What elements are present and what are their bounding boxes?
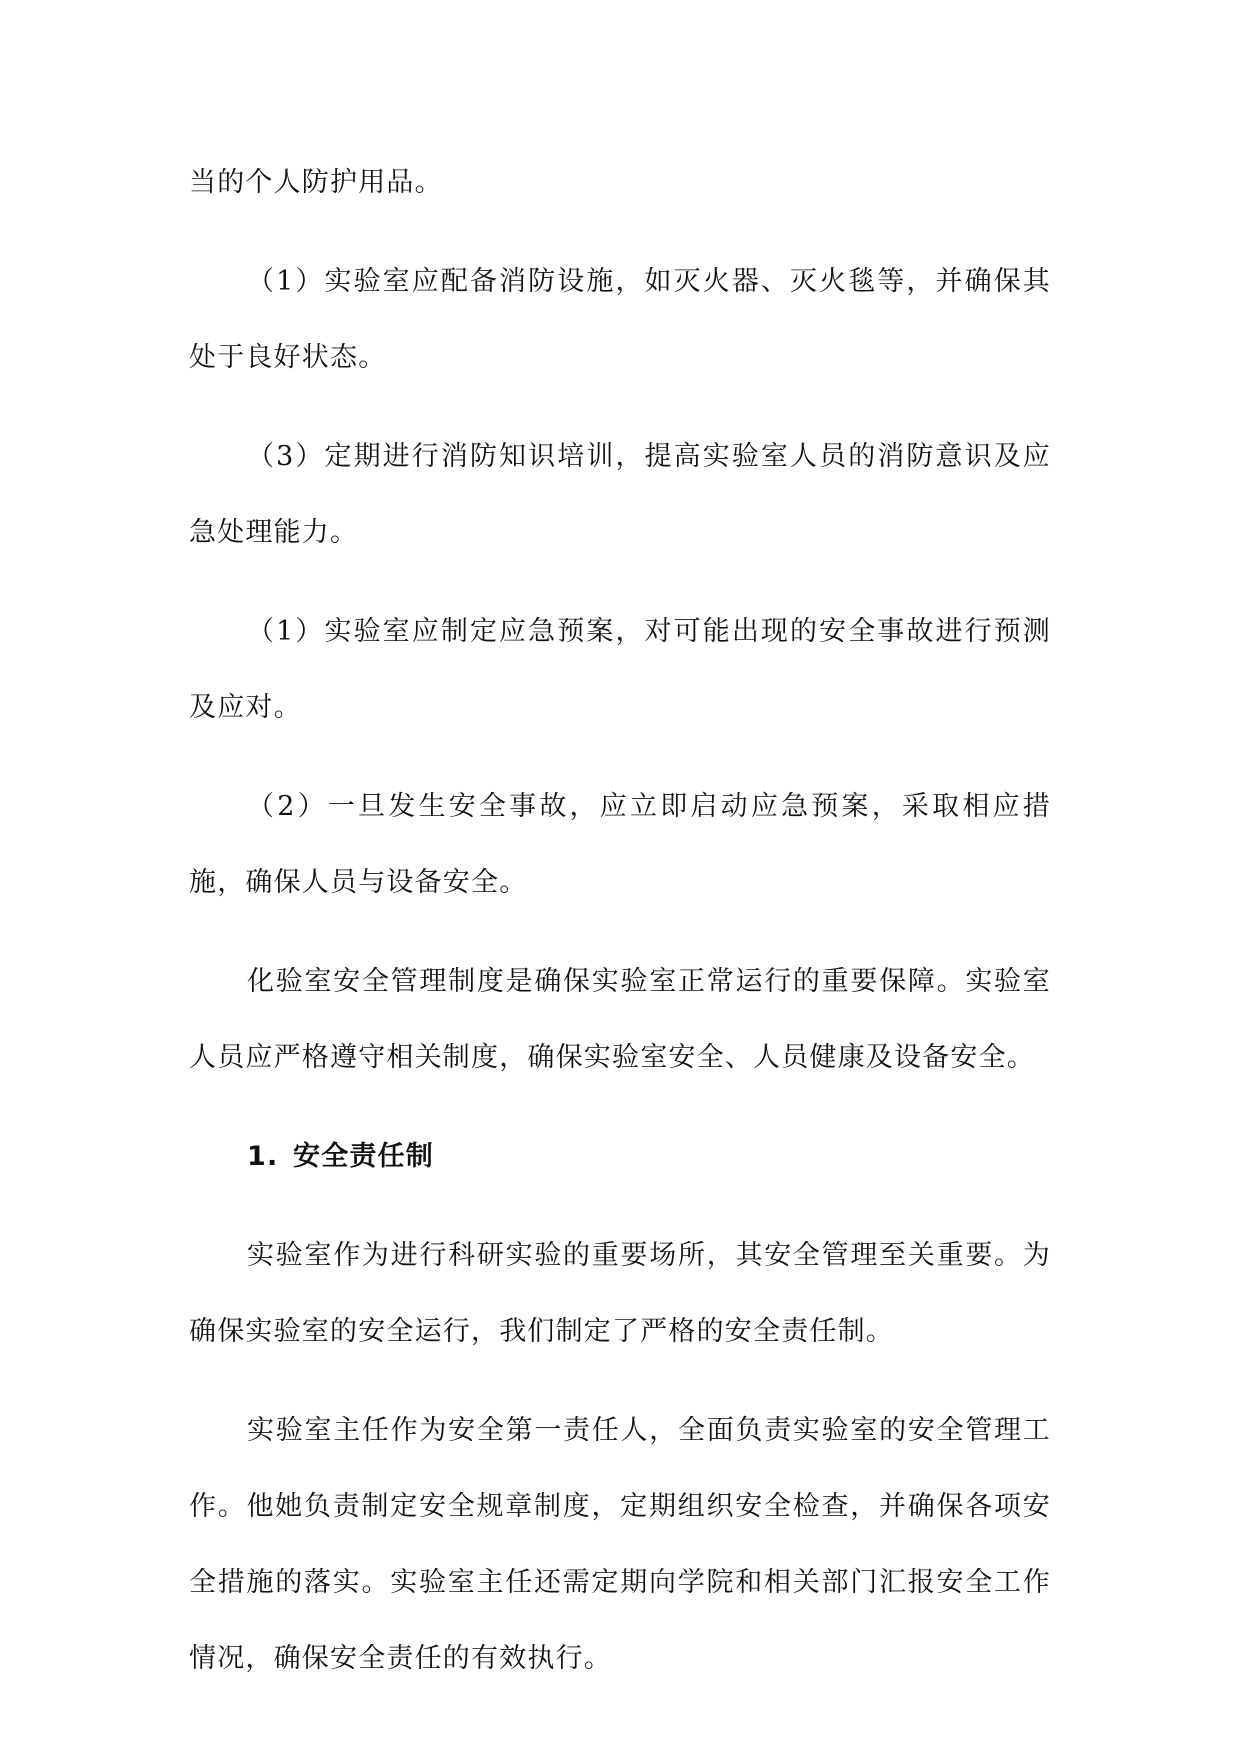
paragraph-director-duties: 实验室主任作为安全第一责任人，全面负责实验室的安全管理工作。他她负责制定安全规章制度，定期组织安全检查，并确保各项安全措施的落实。实验室主任还需定期向学院和相关部门汇报安全工作情况，确保安全责任的有效执行。 [189, 1415, 1051, 1674]
section-heading [189, 1119, 1051, 1195]
paragraph-fire-facilities: （1）实验室应配备消防设施，如灭火器、灭火毯等，并确保其处于良好状态。 [189, 266, 1051, 373]
paragraph-emergency-plan: （1）实验室应制定应急预案，对可能出现的安全事故进行预测及应对。 [189, 616, 1051, 723]
paragraph-fire-training: （3）定期进行消防知识培训，提高实验室人员的消防意识及应急处理能力。 [189, 441, 1051, 548]
paragraph-accident-response: （2）一旦发生安全事故，应立即启动应急预案，采取相应措施，确保人员与设备安全。 [189, 791, 1051, 898]
paragraph-continuation: 当的个人防护用品。 [189, 167, 443, 198]
document-body [189, 145, 1051, 1720]
section-number: 1. [247, 1141, 279, 1172]
section-title: 安全责任制 [293, 1141, 434, 1172]
paragraph-summary: 化验室安全管理制度是确保实验室正常运行的重要保障。实验室人员应严格遵守相关制度，确保实验室安全、人员健康及设备安全。 [189, 966, 1051, 1073]
paragraph-responsibility-intro: 实验室作为进行科研实验的重要场所，其安全管理至关重要。为确保实验室的安全运行，我们制定了严格的安全责任制。 [189, 1240, 1051, 1347]
